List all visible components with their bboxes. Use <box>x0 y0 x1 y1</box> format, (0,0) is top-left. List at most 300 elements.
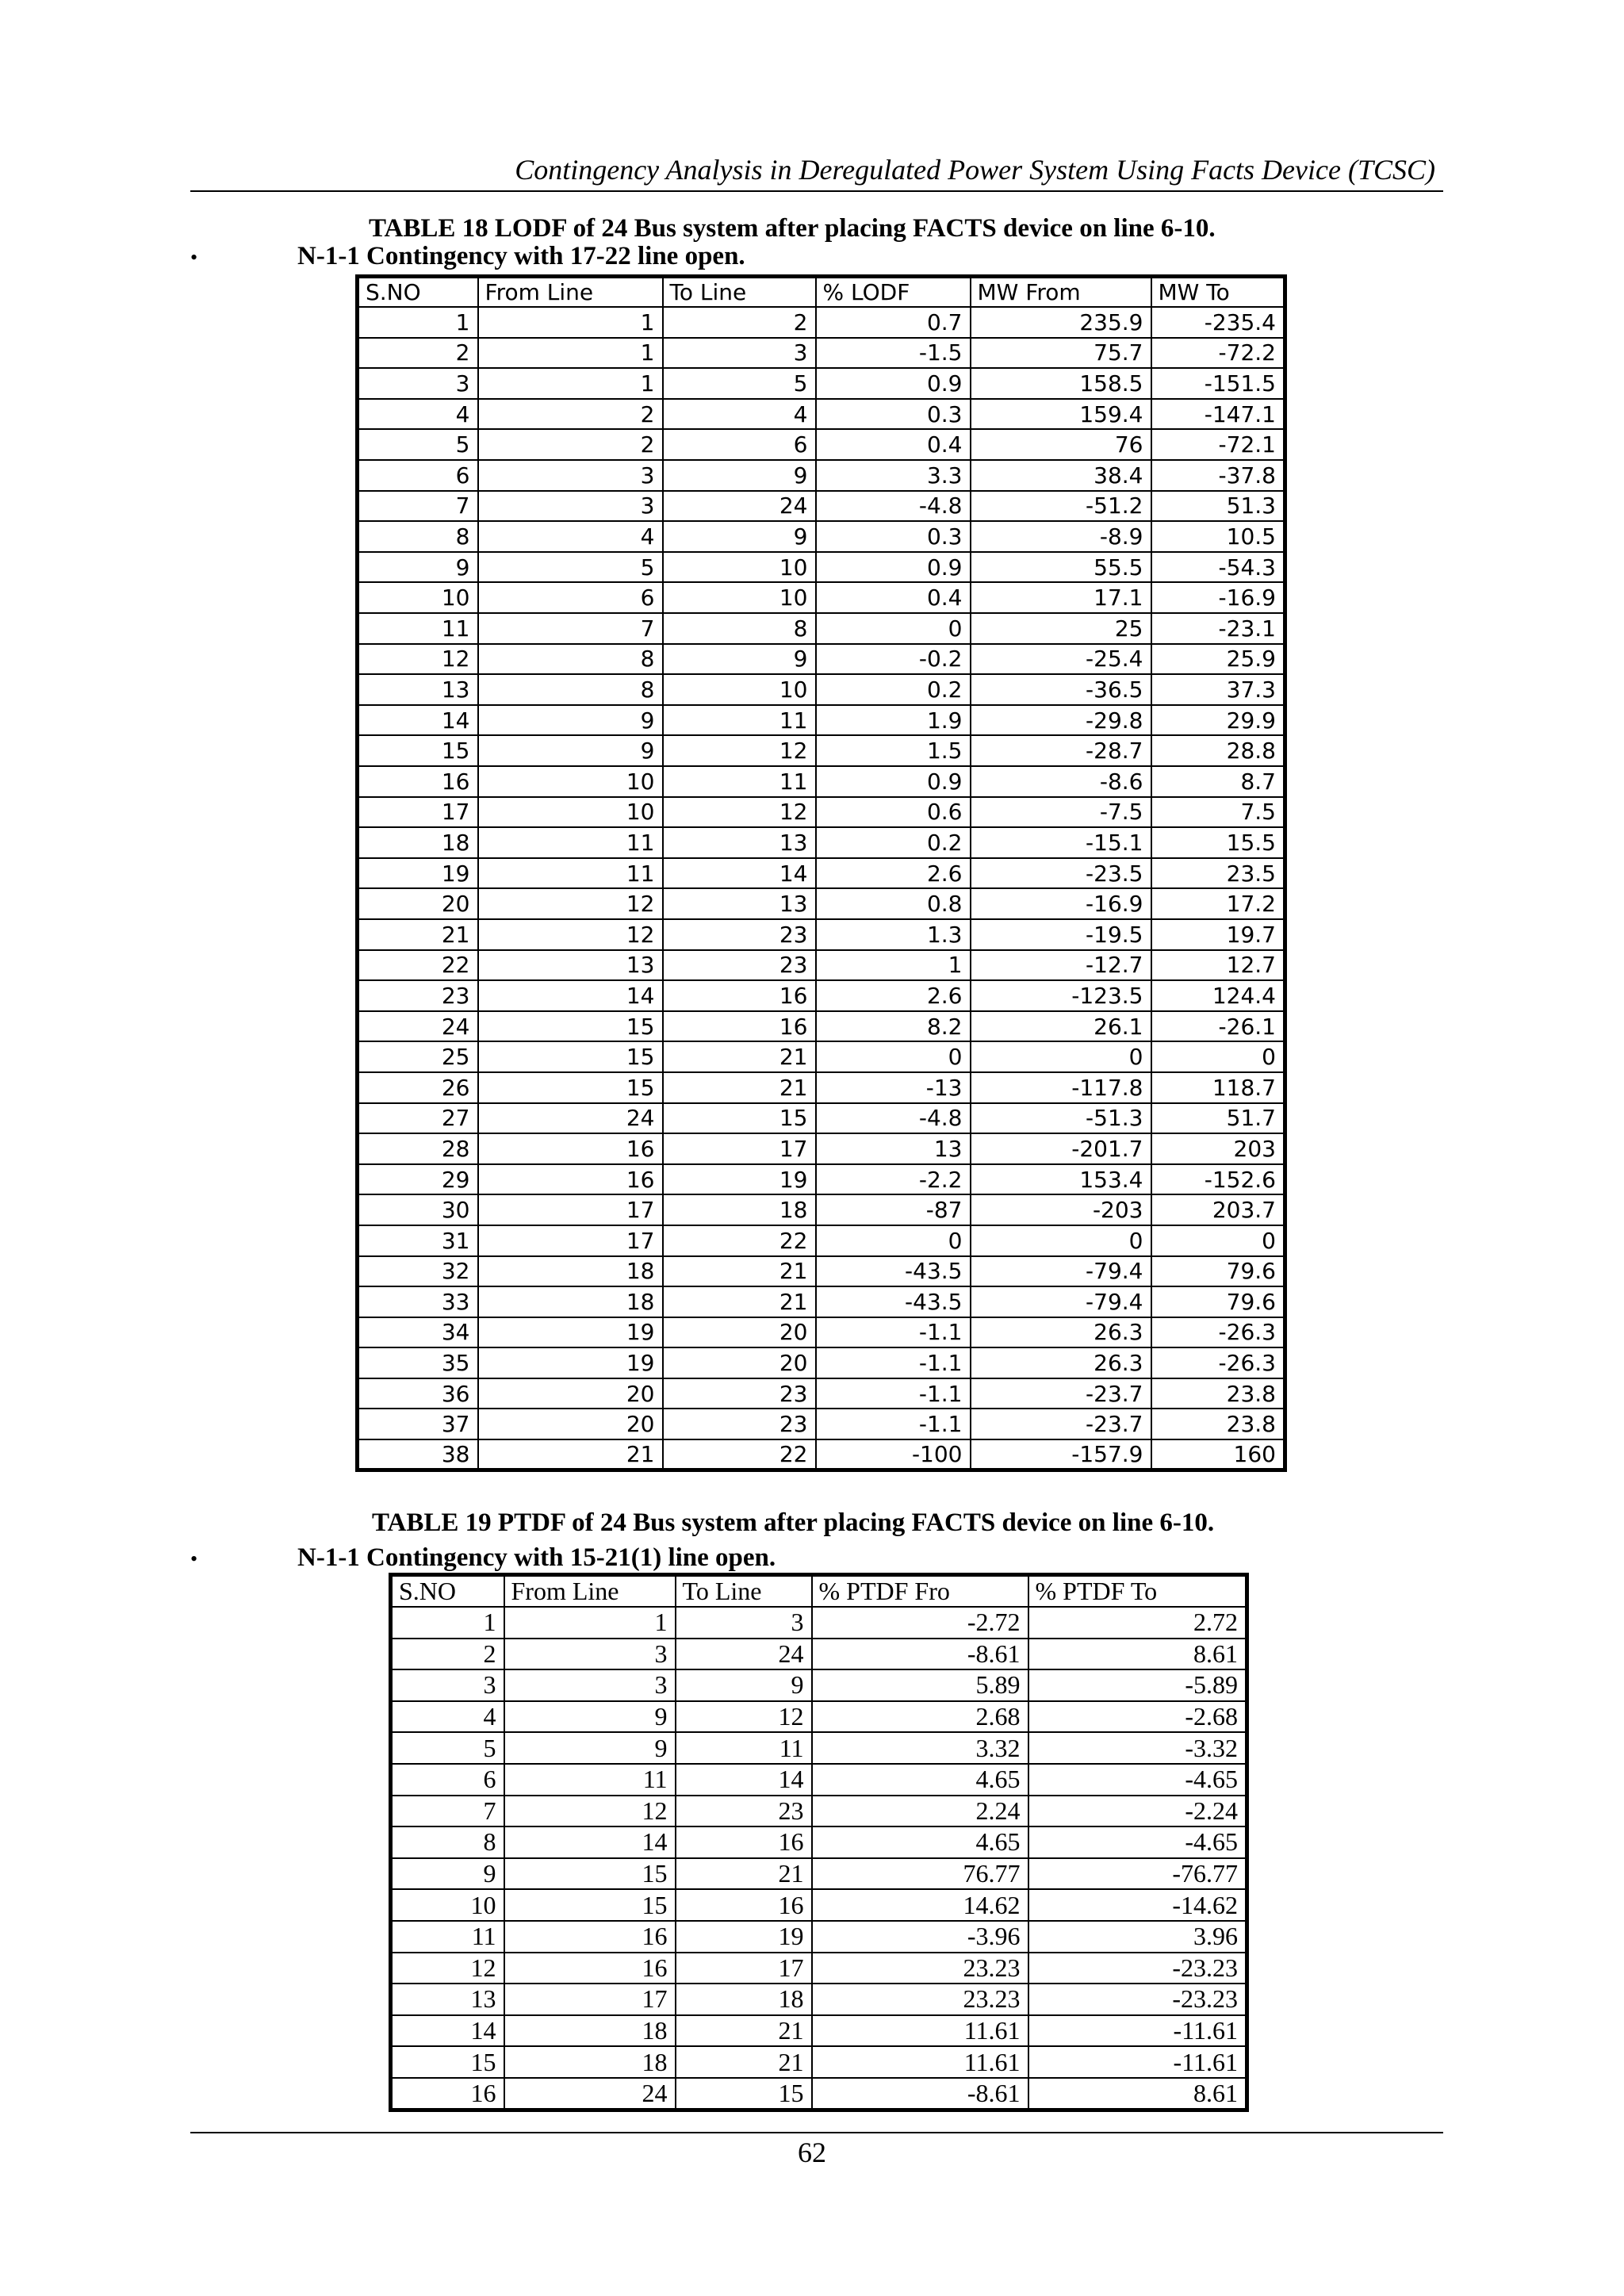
table-cell: 26.3 <box>971 1347 1151 1378</box>
table-row <box>358 919 1285 950</box>
table18-caption: TABLE 18 LODF of 24 Bus system after placing FACTS device on line 6-10. <box>369 214 1216 243</box>
table-cell: 20 <box>663 1317 816 1348</box>
table-cell: -13 <box>816 1072 971 1103</box>
table-cell: 0.4 <box>816 429 971 460</box>
table-cell: 2 <box>478 399 663 430</box>
table-cell: -157.9 <box>971 1439 1151 1470</box>
table-cell: 15 <box>504 1858 676 1890</box>
table-cell: 13 <box>391 1984 504 2015</box>
table-cell: 18 <box>358 827 478 858</box>
table-cell: 22 <box>358 950 478 981</box>
table-cell: 32 <box>358 1256 478 1287</box>
table-cell: 11 <box>478 827 663 858</box>
table-cell: 2.68 <box>812 1701 1028 1733</box>
table-row <box>358 674 1285 705</box>
table-cell: 153.4 <box>971 1164 1151 1195</box>
table-cell: -16.9 <box>971 888 1151 919</box>
table-cell: -23.23 <box>1028 1953 1247 1984</box>
table-cell: 16 <box>504 1953 676 1984</box>
table-cell: 3 <box>478 491 663 522</box>
table-row <box>391 1889 1247 1921</box>
table-cell: 1 <box>478 307 663 338</box>
table-cell: 15.5 <box>1151 827 1285 858</box>
table-cell: 10 <box>478 797 663 828</box>
table-cell: -51.3 <box>971 1103 1151 1134</box>
table-cell: 160 <box>1151 1439 1285 1470</box>
table-cell: -3.32 <box>1028 1732 1247 1764</box>
table-cell: -201.7 <box>971 1133 1151 1164</box>
table-cell: -54.3 <box>1151 552 1285 583</box>
table-cell: -36.5 <box>971 674 1151 705</box>
table-cell: 22 <box>663 1439 816 1470</box>
table-cell: 9 <box>663 644 816 675</box>
table-cell: 3 <box>663 338 816 369</box>
table-cell: 51.3 <box>1151 491 1285 522</box>
table-cell: 13 <box>478 950 663 981</box>
table-cell: 0 <box>816 1041 971 1072</box>
table-cell: 0.2 <box>816 827 971 858</box>
table-cell: 2.6 <box>816 980 971 1011</box>
table-cell: 8.2 <box>816 1011 971 1042</box>
table-cell: 6 <box>663 429 816 460</box>
table-cell: 13 <box>663 827 816 858</box>
table-row <box>391 1701 1247 1733</box>
table19-contingency: N-1-1 Contingency with 15-21(1) line open. <box>297 1543 776 1572</box>
table-cell: 0 <box>971 1225 1151 1256</box>
table-cell: 38 <box>358 1439 478 1470</box>
table-cell: 0.3 <box>816 399 971 430</box>
table-cell: 15 <box>391 2046 504 2078</box>
table-cell: -29.8 <box>971 705 1151 736</box>
header-row <box>358 277 1285 308</box>
table-cell: -147.1 <box>1151 399 1285 430</box>
table-cell: -23.23 <box>1028 1984 1247 2015</box>
table-cell: 8.7 <box>1151 766 1285 797</box>
bullet-icon: • <box>190 246 198 270</box>
table-cell: 17 <box>478 1194 663 1225</box>
table-cell: 18 <box>504 2015 676 2047</box>
table-cell: -100 <box>816 1439 971 1470</box>
table-cell: 17.1 <box>971 582 1151 613</box>
table-cell: 21 <box>663 1286 816 1317</box>
table-cell: -2.68 <box>1028 1701 1247 1733</box>
table-cell: 12 <box>663 735 816 766</box>
table-cell: 51.7 <box>1151 1103 1285 1134</box>
table-cell: 11 <box>391 1921 504 1953</box>
table-row <box>391 1764 1247 1796</box>
table-cell: 10.5 <box>1151 521 1285 552</box>
table-cell: -28.7 <box>971 735 1151 766</box>
table-cell: 12.7 <box>1151 950 1285 981</box>
table-cell: 4.65 <box>812 1764 1028 1796</box>
table-cell: 34 <box>358 1317 478 1348</box>
table-cell: 8 <box>391 1826 504 1858</box>
table-cell: 75.7 <box>971 338 1151 369</box>
table-cell: 17 <box>504 1984 676 2015</box>
table-row <box>358 858 1285 889</box>
table-cell: -43.5 <box>816 1286 971 1317</box>
table-cell: 21 <box>663 1072 816 1103</box>
column-header: MW From <box>971 277 1151 308</box>
table-cell: 9 <box>478 735 663 766</box>
table-cell: -8.61 <box>812 2078 1028 2110</box>
table-cell: 13 <box>816 1133 971 1164</box>
table-cell: 17 <box>676 1953 812 1984</box>
table-cell: 55.5 <box>971 552 1151 583</box>
table-cell: 5 <box>391 1732 504 1764</box>
table-cell: 20 <box>358 888 478 919</box>
table-cell: 1.3 <box>816 919 971 950</box>
table-cell: 9 <box>478 705 663 736</box>
table-cell: -4.8 <box>816 491 971 522</box>
table-cell: 14 <box>478 980 663 1011</box>
table-cell: 24 <box>504 2078 676 2110</box>
table-cell: 15 <box>663 1103 816 1134</box>
table-cell: 23.8 <box>1151 1409 1285 1439</box>
table-cell: 21 <box>663 1256 816 1287</box>
table-cell: -72.1 <box>1151 429 1285 460</box>
table-cell: 6 <box>391 1764 504 1796</box>
table-cell: 30 <box>358 1194 478 1225</box>
table-cell: -4.65 <box>1028 1826 1247 1858</box>
table-cell: -1.5 <box>816 338 971 369</box>
table-cell: 9 <box>504 1701 676 1733</box>
table-cell: 8 <box>478 674 663 705</box>
table-cell: 24 <box>358 1011 478 1042</box>
table-cell: 9 <box>358 552 478 583</box>
table-cell: 6 <box>358 460 478 491</box>
table-cell: 16 <box>504 1921 676 1953</box>
table-cell: 3 <box>478 460 663 491</box>
table-cell: 19 <box>676 1921 812 1953</box>
table-cell: 0.2 <box>816 674 971 705</box>
table-row <box>391 1607 1247 1639</box>
table-row <box>391 2046 1247 2078</box>
table-cell: 0.9 <box>816 368 971 399</box>
table-cell: -117.8 <box>971 1072 1151 1103</box>
table-cell: 5 <box>663 368 816 399</box>
table-cell: 21 <box>358 919 478 950</box>
table18-contingency: N-1-1 Contingency with 17-22 line open. <box>297 242 745 270</box>
table-cell: 18 <box>663 1194 816 1225</box>
table-cell: 6 <box>478 582 663 613</box>
table-cell: -0.2 <box>816 644 971 675</box>
table-row <box>358 1225 1285 1256</box>
table-cell: 10 <box>358 582 478 613</box>
table-cell: 14 <box>504 1826 676 1858</box>
table-cell: 23 <box>663 1378 816 1409</box>
table19-contingency-line <box>190 1542 776 1575</box>
table-cell: 3.32 <box>812 1732 1028 1764</box>
table-cell: 17 <box>478 1225 663 1256</box>
table-cell: 19 <box>358 858 478 889</box>
table-cell: -11.61 <box>1028 2015 1247 2047</box>
table-cell: -23.7 <box>971 1378 1151 1409</box>
column-header: % PTDF To <box>1028 1575 1247 1608</box>
table-cell: -7.5 <box>971 797 1151 828</box>
table-cell: 0.9 <box>816 766 971 797</box>
table-cell: 16 <box>676 1889 812 1921</box>
table-row <box>358 429 1285 460</box>
header-row <box>391 1575 1247 1608</box>
table-cell: 15 <box>478 1011 663 1042</box>
table-cell: 24 <box>676 1639 812 1670</box>
table-cell: -79.4 <box>971 1256 1151 1287</box>
table-cell: 21 <box>676 2046 812 2078</box>
table-row <box>358 1439 1285 1470</box>
table-row <box>358 307 1285 338</box>
table-cell: 7 <box>391 1796 504 1827</box>
table18-contingency-line <box>190 240 745 274</box>
table-cell: 7 <box>478 613 663 644</box>
table-row <box>358 1103 1285 1134</box>
table-cell: -87 <box>816 1194 971 1225</box>
table-cell: 37.3 <box>1151 674 1285 705</box>
table-cell: 19 <box>478 1317 663 1348</box>
table-row <box>358 1133 1285 1164</box>
table-row <box>358 827 1285 858</box>
column-header: To Line <box>676 1575 812 1608</box>
table-cell: 24 <box>478 1103 663 1134</box>
table-cell: 3 <box>504 1639 676 1670</box>
table-cell: 1.9 <box>816 705 971 736</box>
table-row <box>358 705 1285 736</box>
table-cell: 36 <box>358 1378 478 1409</box>
table-cell: 5 <box>478 552 663 583</box>
table-cell: 11 <box>358 613 478 644</box>
table-cell: 0 <box>971 1041 1151 1072</box>
table-row <box>358 1041 1285 1072</box>
table-cell: 0.3 <box>816 521 971 552</box>
table-cell: 2 <box>391 1639 504 1670</box>
table-cell: 14 <box>358 705 478 736</box>
table-cell: 2.6 <box>816 858 971 889</box>
table-cell: 25 <box>358 1041 478 1072</box>
table-row <box>358 735 1285 766</box>
table-row <box>358 582 1285 613</box>
table-row <box>391 1796 1247 1827</box>
table-cell: 26.1 <box>971 1011 1151 1042</box>
table-cell: 15 <box>504 1889 676 1921</box>
table-cell: 13 <box>358 674 478 705</box>
column-header: % LODF <box>816 277 971 308</box>
footer-rule <box>190 2132 1443 2133</box>
table-cell: -8.61 <box>812 1639 1028 1670</box>
table-row <box>358 766 1285 797</box>
table-row <box>391 1826 1247 1858</box>
table-cell: -12.7 <box>971 950 1151 981</box>
table-cell: 10 <box>663 582 816 613</box>
table-cell: 3 <box>358 368 478 399</box>
table-row <box>358 338 1285 369</box>
table-cell: -43.5 <box>816 1256 971 1287</box>
table-cell: 18 <box>478 1256 663 1287</box>
table-row <box>391 1732 1247 1764</box>
table-cell: 22 <box>663 1225 816 1256</box>
table-cell: -26.1 <box>1151 1011 1285 1042</box>
table-cell: 9 <box>504 1732 676 1764</box>
table-cell: 3 <box>504 1669 676 1701</box>
table-cell: 2 <box>358 338 478 369</box>
table-cell: 21 <box>676 1858 812 1890</box>
table-cell: 12 <box>504 1796 676 1827</box>
table19-caption: TABLE 19 PTDF of 24 Bus system after placing FACTS device on line 6-10. <box>372 1508 1215 1537</box>
table-cell: 4 <box>391 1701 504 1733</box>
bullet-icon: • <box>190 1547 198 1571</box>
table-cell: 5 <box>358 429 478 460</box>
table-cell: -37.8 <box>1151 460 1285 491</box>
table-cell: 12 <box>663 797 816 828</box>
table-cell: -3.96 <box>812 1921 1028 1953</box>
table-cell: 11 <box>504 1764 676 1796</box>
table-cell: 16 <box>478 1133 663 1164</box>
table-cell: 14 <box>676 1764 812 1796</box>
table-cell: -2.24 <box>1028 1796 1247 1827</box>
table-cell: 8.61 <box>1028 1639 1247 1670</box>
table-cell: 19 <box>478 1347 663 1378</box>
table-row <box>358 797 1285 828</box>
table-cell: 12 <box>478 919 663 950</box>
table-cell: -23.7 <box>971 1409 1151 1439</box>
table-cell: -151.5 <box>1151 368 1285 399</box>
table-cell: 76 <box>971 429 1151 460</box>
table-row <box>358 1378 1285 1409</box>
table-cell: 0 <box>1151 1041 1285 1072</box>
table-row <box>358 950 1285 981</box>
table-row <box>358 1317 1285 1348</box>
table-cell: 4 <box>478 521 663 552</box>
table-cell: -123.5 <box>971 980 1151 1011</box>
table-row <box>391 1953 1247 1984</box>
table-cell: 26 <box>358 1072 478 1103</box>
ptdf-table <box>389 1573 1249 2112</box>
table-cell: -79.4 <box>971 1286 1151 1317</box>
table-cell: 23 <box>663 950 816 981</box>
table-row <box>358 1286 1285 1317</box>
table-row <box>358 613 1285 644</box>
table-cell: -16.9 <box>1151 582 1285 613</box>
table-cell: 203 <box>1151 1133 1285 1164</box>
table-cell: 12 <box>358 644 478 675</box>
table-cell: 0.6 <box>816 797 971 828</box>
table-cell: 2.72 <box>1028 1607 1247 1639</box>
table-cell: 3 <box>676 1607 812 1639</box>
table-cell: 3.96 <box>1028 1921 1247 1953</box>
table-row <box>358 1194 1285 1225</box>
table-cell: 16 <box>663 980 816 1011</box>
table-cell: -2.72 <box>812 1607 1028 1639</box>
table-cell: 15 <box>478 1072 663 1103</box>
table-cell: 0 <box>816 613 971 644</box>
table-cell: -1.1 <box>816 1378 971 1409</box>
table-cell: 3.3 <box>816 460 971 491</box>
table-cell: -8.6 <box>971 766 1151 797</box>
table-cell: -1.1 <box>816 1409 971 1439</box>
table-cell: 38.4 <box>971 460 1151 491</box>
table-cell: 159.4 <box>971 399 1151 430</box>
table-cell: 9 <box>663 521 816 552</box>
table-cell: 11.61 <box>812 2046 1028 2078</box>
table-cell: 29.9 <box>1151 705 1285 736</box>
column-header: From Line <box>504 1575 676 1608</box>
table-cell: 14 <box>663 858 816 889</box>
table-cell: -1.1 <box>816 1347 971 1378</box>
table-cell: 76.77 <box>812 1858 1028 1890</box>
table-cell: 1 <box>816 950 971 981</box>
table-cell: 1 <box>358 307 478 338</box>
page-number: 62 <box>798 2137 826 2168</box>
table-row <box>391 1984 1247 2015</box>
table-cell: 8 <box>358 521 478 552</box>
table-cell: 18 <box>504 2046 676 2078</box>
table-row <box>358 399 1285 430</box>
table-cell: 20 <box>478 1409 663 1439</box>
table-cell: 2 <box>663 307 816 338</box>
table-cell: 15 <box>478 1041 663 1072</box>
column-header: To Line <box>663 277 816 308</box>
table-cell: 19 <box>663 1164 816 1195</box>
table-cell: -14.62 <box>1028 1889 1247 1921</box>
table-cell: 12 <box>478 888 663 919</box>
table-cell: 28.8 <box>1151 735 1285 766</box>
table-cell: 9 <box>663 460 816 491</box>
table-cell: 27 <box>358 1103 478 1134</box>
table-cell: 16 <box>663 1011 816 1042</box>
table-cell: 10 <box>663 674 816 705</box>
table-cell: 1.5 <box>816 735 971 766</box>
table-cell: 4 <box>358 399 478 430</box>
table-cell: 14.62 <box>812 1889 1028 1921</box>
table-cell: 8.61 <box>1028 2078 1247 2110</box>
table-cell: 17.2 <box>1151 888 1285 919</box>
table-cell: 1 <box>391 1607 504 1639</box>
table-cell: -23.1 <box>1151 613 1285 644</box>
table-cell: 24 <box>663 491 816 522</box>
table-cell: 15 <box>358 735 478 766</box>
table-cell: -26.3 <box>1151 1347 1285 1378</box>
table-cell: 3 <box>391 1669 504 1701</box>
table-cell: 10 <box>478 766 663 797</box>
table-cell: 17 <box>358 797 478 828</box>
table-cell: 15 <box>676 2078 812 2110</box>
table-row <box>358 460 1285 491</box>
table-cell: 37 <box>358 1409 478 1439</box>
table-cell: 20 <box>663 1347 816 1378</box>
table-cell: 21 <box>676 2015 812 2047</box>
table-cell: 16 <box>391 2078 504 2110</box>
table-cell: -15.1 <box>971 827 1151 858</box>
table-cell: 1 <box>478 338 663 369</box>
table-row <box>358 980 1285 1011</box>
table-cell: 12 <box>676 1701 812 1733</box>
table-cell: 4 <box>663 399 816 430</box>
table-row <box>358 1347 1285 1378</box>
table-row <box>358 1409 1285 1439</box>
table-cell: -19.5 <box>971 919 1151 950</box>
table-cell: 13 <box>663 888 816 919</box>
table-cell: 11 <box>478 858 663 889</box>
table-cell: -5.89 <box>1028 1669 1247 1701</box>
table-cell: -23.5 <box>971 858 1151 889</box>
table-cell: 26.3 <box>971 1317 1151 1348</box>
table-cell: 25.9 <box>1151 644 1285 675</box>
table-cell: 7.5 <box>1151 797 1285 828</box>
table-cell: 23 <box>663 1409 816 1439</box>
table-cell: 2 <box>478 429 663 460</box>
table-cell: 158.5 <box>971 368 1151 399</box>
table-cell: -51.2 <box>971 491 1151 522</box>
table-cell: 20 <box>478 1378 663 1409</box>
